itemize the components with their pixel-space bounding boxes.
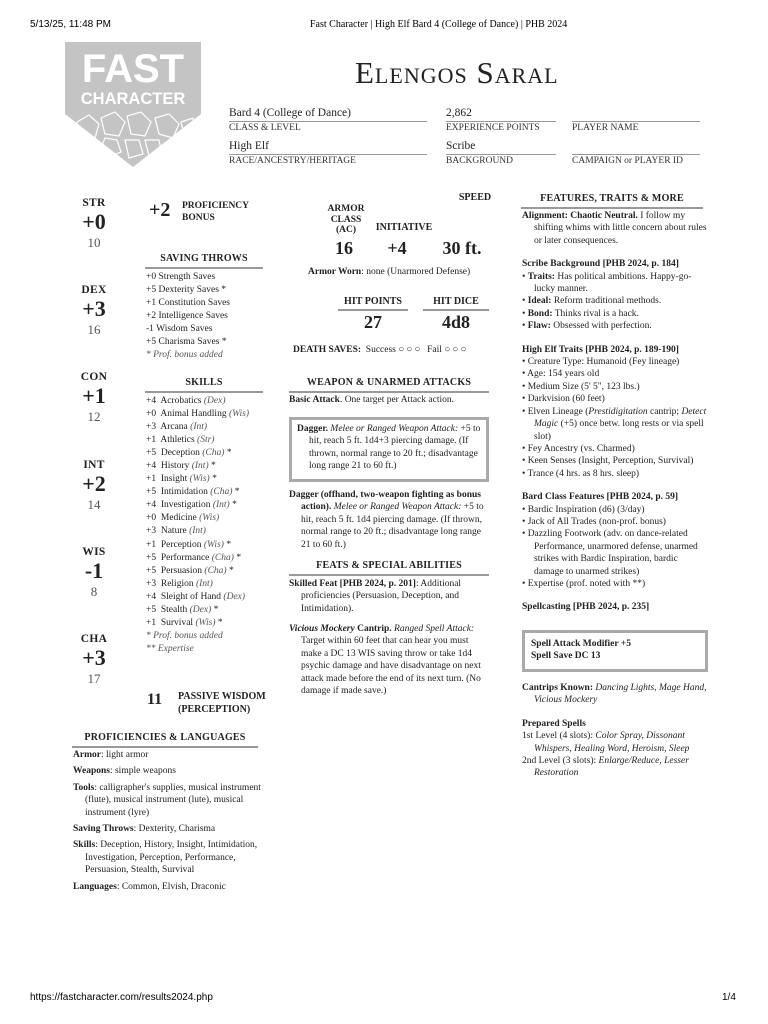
trait-flaw: • Flaw: Obsessed with perfection.: [522, 321, 652, 332]
skill-mod: +1: [146, 539, 157, 550]
saving-throws-list: [146, 271, 230, 362]
skill-name: History: [160, 461, 190, 472]
passive-wisdom-label: [178, 690, 266, 716]
elf-trait: • Medium Size (5' 5", 123 lbs.): [522, 381, 640, 392]
proficiency-label-line2: BONUS: [182, 213, 215, 223]
print-page-number: 1/4: [722, 992, 736, 1003]
bard-feature: • Bardic Inspiration (d6) (3/day): [522, 504, 645, 515]
skilled-feat: Skilled Feat [PHB 2024, p. 201]: Additional proficiencies (Persuasion, Deception, and Intimidation).: [289, 579, 462, 614]
skill-mod: +3: [146, 526, 157, 537]
high-elf-heading: High Elf Traits [PHB 2024, p. 189-190]: [522, 344, 679, 355]
print-datetime: 5/13/25, 11:48 PM: [30, 19, 111, 30]
skill-mod: +4: [146, 461, 157, 472]
passive-wisdom-value: 11: [147, 691, 163, 708]
skill-name: Insight: [160, 474, 188, 485]
spell-attack-modifier: Spell Attack Modifier +5: [531, 639, 631, 649]
skill-row: [146, 539, 249, 552]
spellcasting-heading: Spellcasting [PHB 2024, p. 235]: [522, 602, 650, 613]
ability-modifier: -1: [84, 558, 104, 583]
proficiency-bonus-value: +2: [149, 199, 171, 221]
skill-ability: (Cha): [210, 487, 233, 498]
ability-con: [74, 371, 114, 425]
saving-throws-rule: [145, 267, 263, 269]
alignment: Alignment: Chaotic Neutral. I follow my shifting whims with little concern about rules or later consequences.: [522, 211, 707, 246]
skill-row: [146, 617, 249, 630]
print-url: https://fastcharacter.com/results2024.php: [30, 992, 213, 1003]
skill-name: Athletics: [160, 435, 195, 446]
prof-saving-throws: Saving Throws: Dexterity, Charisma: [73, 824, 216, 835]
skill-ability: (Dex): [189, 604, 212, 615]
elf-trait: • Keen Senses (Insight, Perception, Survival): [522, 456, 694, 467]
skill-mod: +4: [146, 396, 157, 406]
ability-modifier: +0: [82, 209, 106, 234]
skill-name: Medicine: [160, 513, 197, 524]
skill-name: Performance: [160, 552, 210, 563]
saving-throw-item: +5 Dexterity Saves *: [146, 285, 227, 296]
skills-note-expertise: ** Expertise: [146, 643, 194, 654]
skill-row: [146, 499, 249, 512]
features-rule: [521, 207, 703, 209]
trait-bond: • Bond: Thinks rival is a hack.: [522, 308, 639, 319]
skill-name: Perception: [160, 539, 202, 550]
skill-mod: +4: [146, 500, 157, 511]
skill-row: [146, 473, 249, 486]
skill-ability: (Cha): [204, 565, 227, 576]
proficiencies-body: [73, 749, 265, 893]
logo-word-fast: FAST: [81, 47, 185, 91]
prof-armor: Armor: light armor: [73, 750, 149, 760]
ability-name: CON: [80, 371, 108, 383]
ability-score: 14: [87, 497, 101, 512]
feats-heading: FEATS & SPECIAL ABILITIES: [316, 560, 462, 571]
skill-name: Investigation: [160, 500, 211, 511]
death-saves: [293, 344, 468, 355]
skill-row: [146, 525, 249, 538]
hit-dice-rule: [423, 309, 489, 311]
skill-ability: (Int): [212, 500, 230, 511]
skill-row: [146, 591, 249, 604]
ability-name: STR: [82, 197, 106, 209]
hit-points-value: 27: [364, 312, 382, 332]
background-value: Scribe: [446, 140, 476, 152]
speed-value: 30 ft.: [442, 238, 482, 258]
skill-ability: (Dex): [203, 396, 226, 406]
xp-rule: [446, 121, 556, 122]
trait-ideal: • Ideal: Reform traditional methods.: [522, 296, 662, 307]
skill-name: Sleight of Hand: [160, 591, 222, 602]
hit-points-rule: [338, 309, 408, 311]
elf-trait: • Darkvision (60 feet): [522, 394, 605, 405]
skill-mod: +1: [146, 474, 157, 485]
ability-str: [74, 197, 114, 251]
campaign-label: CAMPAIGN or PLAYER ID: [572, 156, 683, 166]
skill-row: [146, 486, 249, 499]
skill-mark: *: [217, 617, 223, 628]
skill-name: Arcana: [160, 422, 188, 433]
ability-modifier: +2: [82, 471, 106, 496]
skill-ability: (Dex): [223, 591, 246, 602]
skill-mod: +0: [146, 409, 157, 420]
prof-weapons: Weapons: simple weapons: [73, 766, 176, 777]
initiative-label: INITIATIVE: [375, 222, 433, 233]
elf-trait: • Creature Type: Humanoid (Fey lineage): [522, 357, 680, 368]
player-name-rule: [572, 121, 700, 122]
background-rule: [446, 154, 556, 155]
skill-mod: +4: [146, 591, 157, 602]
spells-level-1: 1st Level (4 slots): Color Spray, Dissonant Whispers, Healing Word, Heroism, Sleep: [522, 731, 690, 754]
skills-note-prof: * Prof. bonus added: [146, 630, 223, 641]
skill-name: Deception: [160, 448, 200, 459]
skills-list: [146, 395, 249, 656]
skill-row: [146, 565, 249, 578]
skill-ability: (Wis): [228, 409, 250, 420]
ability-wis: [74, 546, 114, 600]
proficiency-bonus-label: [182, 200, 249, 224]
bard-feature: • Jack of All Trades (non-prof. bonus): [522, 516, 666, 527]
xp-value: 2,862: [446, 107, 472, 119]
class-level-value: Bard 4 (College of Dance): [229, 107, 351, 119]
armor-worn: Armor Worn: none (Unarmored Defense): [308, 267, 471, 277]
attacks-heading: WEAPON & UNARMED ATTACKS: [306, 377, 472, 388]
spells-level-2: 2nd Level (3 slots): Enlarge/Reduce, Lesser Restoration: [522, 756, 689, 779]
features-heading: FEATURES, TRAITS & MORE: [540, 193, 684, 204]
hit-points-label: HIT POINTS: [344, 296, 402, 307]
skill-mark: *: [226, 448, 232, 459]
prof-tools: Tools: calligrapher's supplies, musical instrument (flute), musical instrument (lute), musical instrument (lyre): [73, 782, 261, 818]
armor-class-value: 16: [335, 238, 353, 258]
saving-throws-note: * Prof. bonus added: [146, 350, 223, 361]
class-level-label: CLASS & LEVEL: [229, 123, 301, 133]
skill-ability: (Int): [190, 422, 208, 433]
spell-stats: [531, 638, 631, 663]
ability-modifier: +3: [82, 645, 106, 670]
skill-mod: +5: [146, 487, 157, 498]
ability-name: INT: [83, 459, 105, 471]
spell-save-dc: Spell Save DC 13: [531, 651, 601, 662]
skill-row: [146, 434, 249, 447]
skill-ability: (Int): [189, 526, 206, 537]
prepared-spells-heading: Prepared Spells: [522, 718, 586, 729]
skill-name: Acrobatics: [160, 396, 202, 406]
elf-trait: • Age: 154 years old: [522, 369, 600, 380]
saving-throw-item: -1 Wisdom Saves: [146, 324, 213, 335]
saving-throw-item: +0 Strength Saves: [146, 272, 216, 282]
skill-mod: +3: [146, 578, 157, 589]
character-name: Elengos Saral: [355, 55, 559, 90]
bard-feature: • Dazzling Footwork (adv. on dance-related Performance, unarmored defense, unarmed strikes with Bardic Inspiration, bardic damage to unarmed strikes): [522, 529, 698, 577]
skill-mod: +5: [146, 448, 157, 459]
skill-mark: *: [228, 565, 234, 576]
attacks-rule: [289, 391, 489, 393]
player-name-label: PLAYER NAME: [572, 123, 639, 133]
skill-ability: (Int): [191, 461, 209, 472]
skill-name: Intimidation: [160, 487, 208, 498]
ability-score: 10: [87, 235, 101, 250]
cantrips-known: Cantrips Known: Dancing Lights, Mage Hand, Vicious Mockery: [522, 683, 707, 706]
skill-row: [146, 604, 249, 617]
skill-row: [146, 447, 249, 460]
ability-score: 17: [87, 671, 101, 686]
initiative-value: +4: [387, 238, 407, 258]
saving-throw-item: +5 Charisma Saves *: [146, 337, 227, 348]
skill-ability: (Wis): [189, 474, 210, 485]
elf-trait: • Fey Ancestry (vs. Charmed): [522, 443, 635, 454]
skill-ability: (Str): [197, 435, 215, 446]
skill-ability: (Wis): [203, 539, 224, 550]
skill-ability: (Int): [195, 578, 213, 589]
skill-ability: (Wis): [199, 513, 220, 524]
skill-row: [146, 512, 249, 525]
skill-row: [146, 578, 249, 591]
skill-mod: +0: [146, 513, 157, 524]
death-saves-success-label: Success: [365, 345, 396, 355]
saving-throw-item: +1 Constitution Saves: [146, 298, 231, 309]
ability-int: [74, 459, 114, 513]
passive-wisdom-label-line1: PASSIVE WISDOM: [178, 691, 266, 702]
skill-mark: *: [234, 487, 240, 498]
ability-score: 12: [87, 409, 101, 424]
skill-mod: +5: [146, 604, 157, 615]
campaign-rule: [572, 154, 700, 155]
success-circles[interactable]: ○○○: [398, 344, 423, 355]
skill-row: [146, 460, 249, 473]
skill-name: Survival: [160, 617, 194, 628]
skill-mark: *: [212, 474, 217, 485]
skill-mod: +1: [146, 617, 157, 628]
skill-mod: +1: [146, 435, 157, 446]
skill-ability: (Cha): [211, 552, 234, 563]
prof-languages: Languages: Common, Elvish, Draconic: [73, 881, 226, 892]
race-rule: [229, 154, 427, 155]
class-level-rule: [229, 121, 427, 122]
ability-modifier: +1: [82, 383, 106, 408]
prof-skills: Skills: Deception, History, Insight, Intimidation, Investigation, Perception, Performance, Persuasion, Stealth, Survival: [73, 840, 258, 876]
skill-ability: (Wis): [195, 617, 216, 628]
dagger-offhand-attack: Dagger (offhand, two-weapon fighting as bonus action). Melee or Ranged Weapon Attack: +5 to hit, reach 5 ft. 1d4 piercing damage. (If thrown, normal range to 20 ft.; disadvantage long range 21 to 60 ft.): [289, 490, 484, 550]
armor-class-label: ARMOR CLASS (AC): [327, 204, 365, 235]
skill-name: Nature: [160, 526, 187, 537]
elf-trait: • Trance (4 hrs. as 8 hrs. sleep): [522, 468, 640, 479]
fast-character-logo: [65, 42, 201, 167]
skill-row: [146, 552, 249, 565]
skill-name: Religion: [160, 578, 194, 589]
ability-score: 16: [87, 322, 101, 337]
skill-row: [146, 395, 249, 408]
speed-label: SPEED: [458, 192, 492, 203]
ability-cha: [74, 633, 114, 687]
bard-features-heading: Bard Class Features [PHB 2024, p. 59]: [522, 492, 679, 503]
vicious-mockery: Vicious Mockery Cantrip. Ranged Spell Attack: Target within 60 feet that can hear you must make a DC 13 WIS saving throw or take 1d4 psychic damage and have disadvantage on next attack made before the end of its next turn. (No damage if made save.): [289, 624, 481, 697]
skill-ability: (Cha): [202, 448, 225, 459]
hit-dice-value: 4d8: [441, 312, 470, 332]
race-value: High Elf: [229, 140, 269, 152]
skills-heading: SKILLS: [185, 377, 223, 388]
basic-attack: Basic Attack. One target per Attack action.: [289, 395, 454, 405]
features-body: [522, 210, 708, 614]
ability-dex: [74, 284, 114, 338]
elf-trait-lineage: • Elven Lineage (Prestidigitation cantrip; Detect Magic (+5) once betw. long rests or via spell slot): [522, 406, 707, 442]
skill-name: Persuasion: [160, 565, 203, 576]
race-label: RACE/ANCESTRY/HERITAGE: [229, 156, 356, 166]
ability-score: 8: [90, 584, 98, 599]
fail-circles[interactable]: ○○○: [444, 344, 469, 355]
saving-throw-item: +2 Intelligence Saves: [146, 311, 228, 322]
skill-mod: +3: [146, 422, 157, 433]
feats-rule: [289, 574, 489, 576]
skill-row: [146, 408, 249, 421]
hit-dice-label: HIT DICE: [433, 296, 479, 307]
skill-row: [146, 421, 249, 434]
ability-name: WIS: [82, 546, 106, 558]
ability-modifier: +3: [82, 296, 106, 321]
xp-label: EXPERIENCE POINTS: [446, 123, 540, 133]
skill-name: Stealth: [160, 604, 188, 615]
background-label: BACKGROUND: [446, 156, 514, 166]
skill-mark: *: [236, 552, 242, 563]
dagger-attack: Dagger. Melee or Ranged Weapon Attack: +5 to hit, reach 5 ft. 1d4+3 piercing damage. (If thrown, normal range to 20 ft.; disadvantage long range 21 to 60 ft.): [297, 424, 481, 472]
skill-mark: *: [213, 604, 219, 615]
death-saves-label: DEATH SAVES:: [293, 345, 362, 355]
ability-name: DEX: [81, 284, 107, 296]
skill-mark: *: [211, 461, 216, 472]
passive-wisdom-label-line2: (PERCEPTION): [178, 704, 251, 715]
skill-mark: *: [226, 539, 232, 550]
bard-feature: • Expertise (prof. noted with **): [522, 578, 646, 589]
ability-name: CHA: [80, 633, 108, 645]
spells-body: [522, 682, 708, 780]
proficiencies-heading: PROFICIENCIES & LANGUAGES: [84, 732, 246, 743]
skills-rule: [145, 391, 263, 393]
print-title: Fast Character | High Elf Bard 4 (College of Dance) | PHB 2024: [310, 19, 568, 30]
skill-name: Animal Handling: [160, 409, 227, 420]
skill-mod: +5: [146, 565, 157, 576]
trait-traits: • Traits: Has political ambitions. Happy-go-lucky manner.: [522, 271, 692, 295]
death-saves-fail-label: Fail: [427, 345, 442, 355]
saving-throws-heading: SAVING THROWS: [160, 253, 248, 264]
skill-mark: *: [232, 500, 237, 511]
proficiencies-rule: [72, 746, 258, 748]
proficiency-label-line1: PROFICIENCY: [182, 201, 250, 211]
logo-word-character: CHARACTER: [80, 90, 186, 108]
skill-mod: +5: [146, 552, 157, 563]
scribe-background-heading: Scribe Background [PHB 2024, p. 184]: [522, 259, 679, 270]
